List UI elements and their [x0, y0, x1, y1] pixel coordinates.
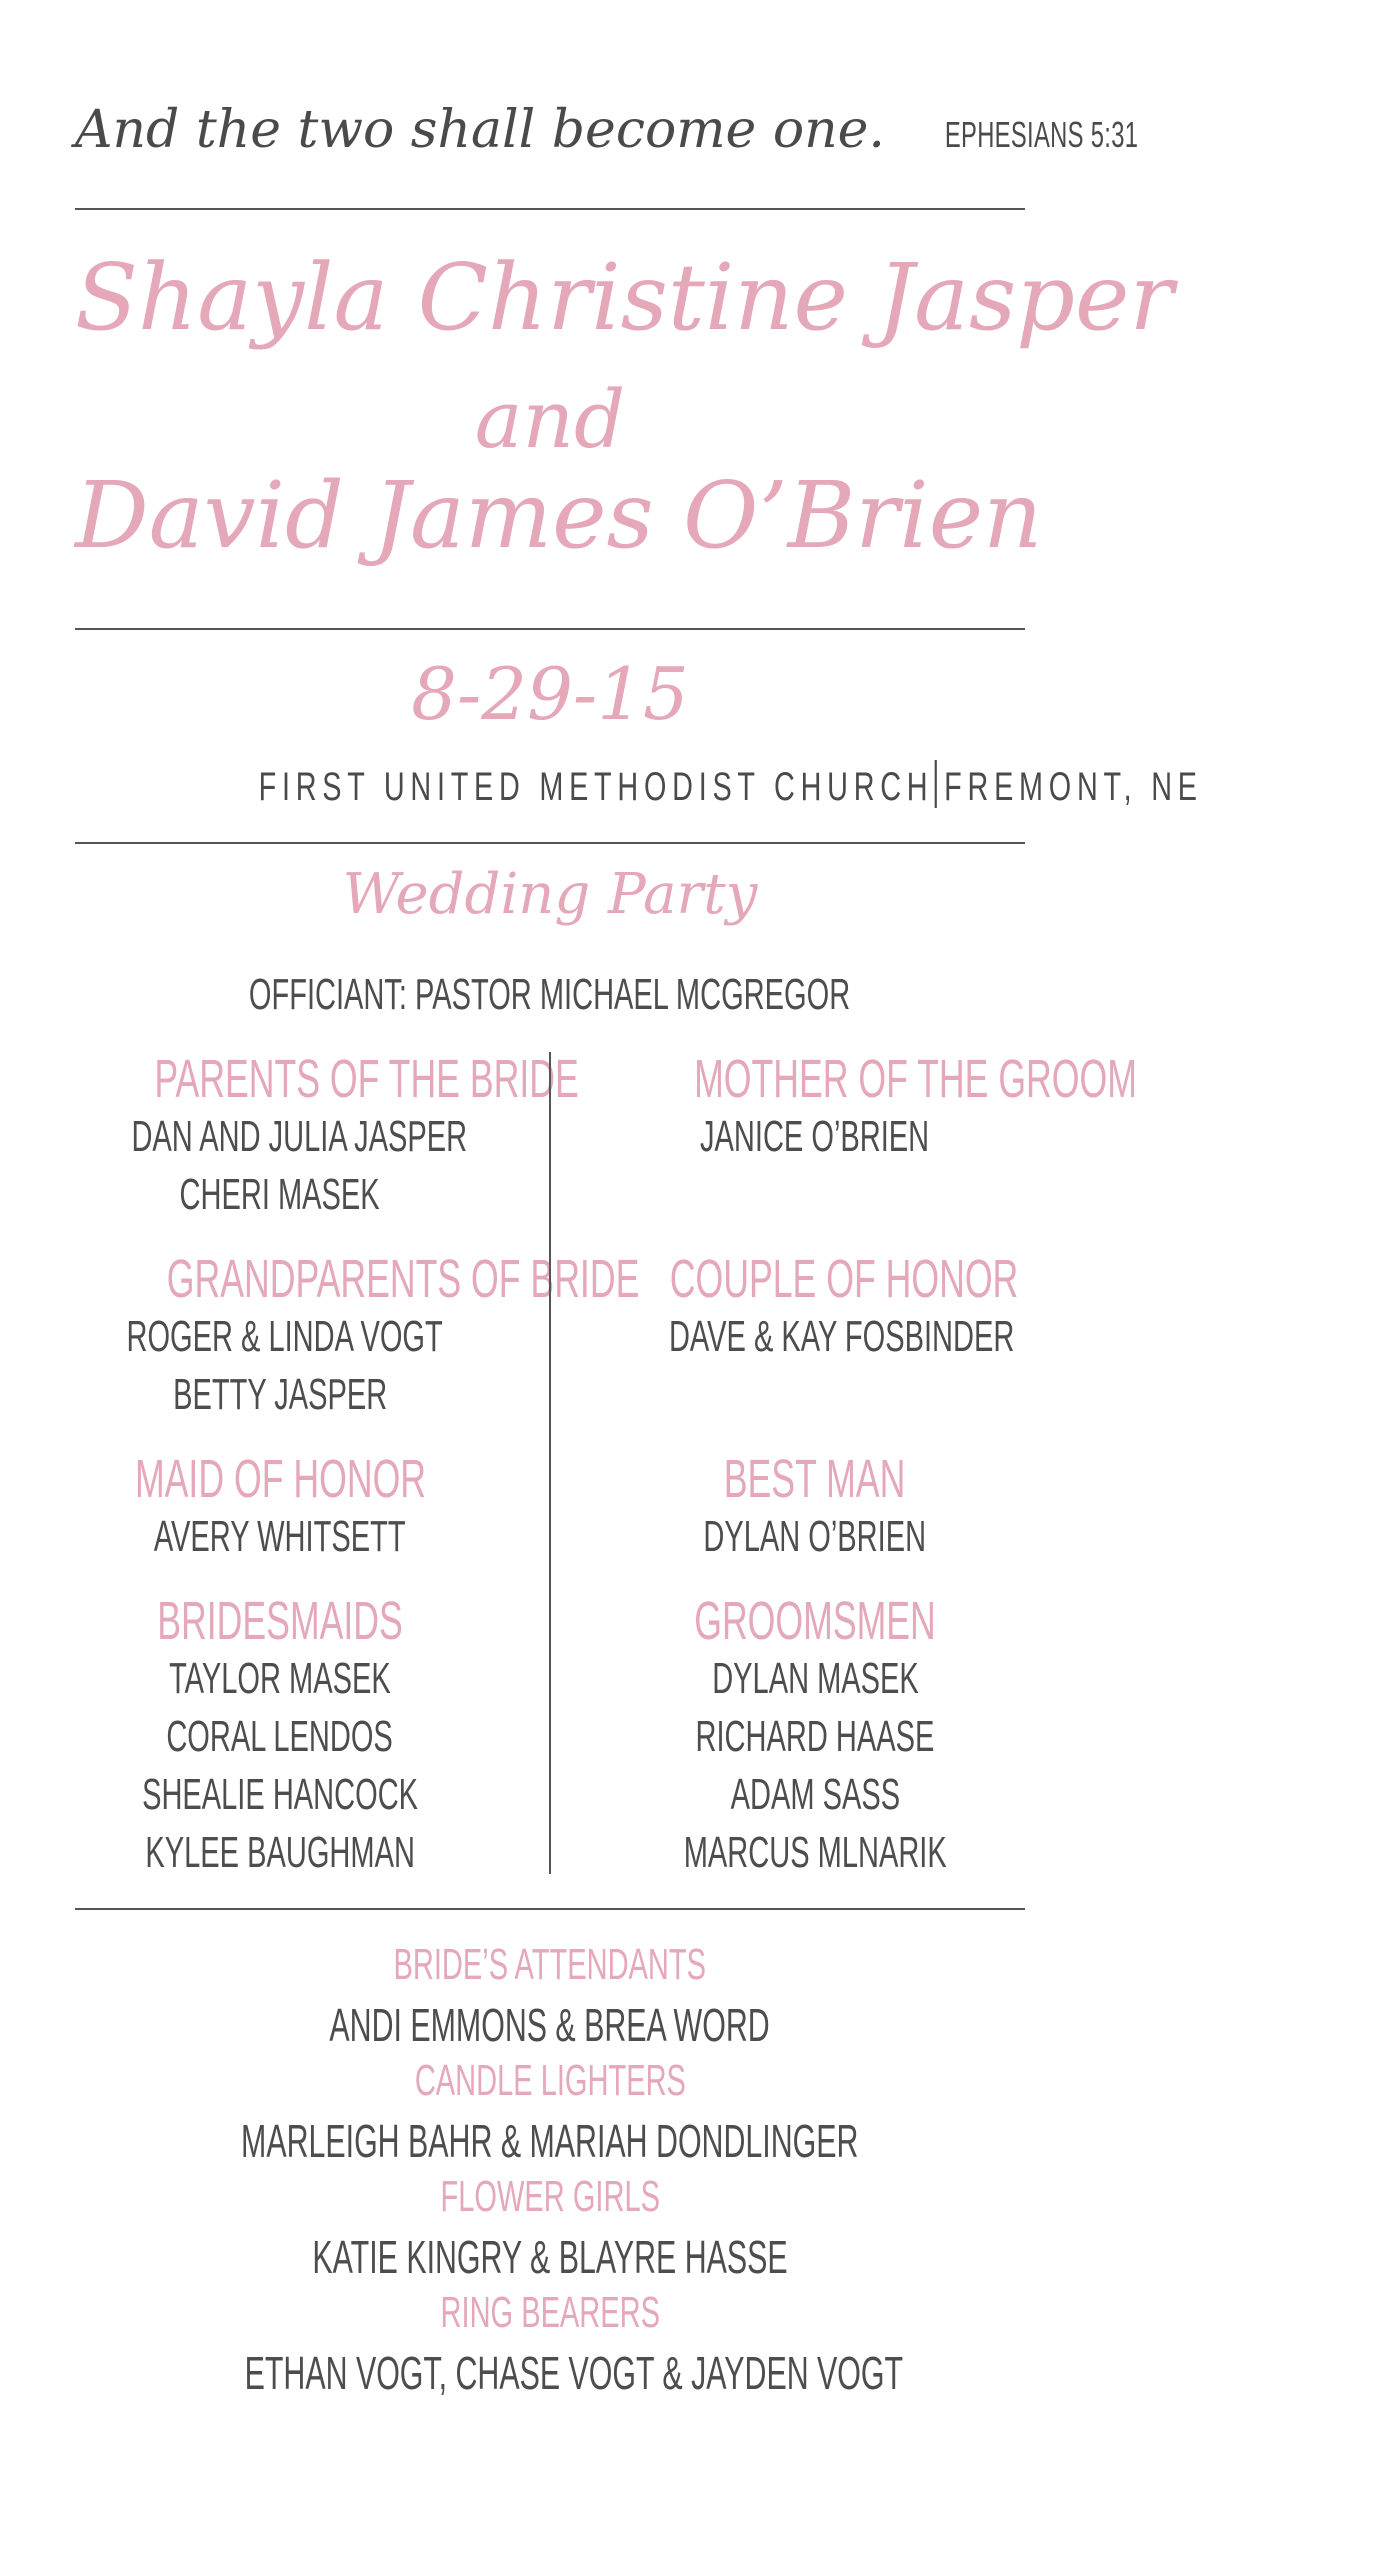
- attendants-names: KATIE KINGRY & BLAYRE HASSE: [312, 2231, 788, 2283]
- party-member: SHEALIE HANCOCK: [142, 1770, 418, 1819]
- party-member: AVERY WHITSETT: [154, 1512, 406, 1561]
- venue-church: FIRST UNITED METHODIST CHURCH: [258, 765, 934, 809]
- column-divider: [549, 1052, 551, 1874]
- venue-location: FREMONT, NE: [944, 765, 1203, 809]
- section-heading: MAID OF HONOR: [134, 1449, 426, 1509]
- bride-name: Shayla Christine Jasper: [75, 244, 1174, 351]
- section-heading: BEST MAN: [724, 1449, 906, 1509]
- venue-separator: [935, 760, 937, 808]
- venue-line: [75, 760, 1203, 810]
- attendants-heading: FLOWER GIRLS: [440, 2172, 660, 2221]
- attendants-names: MARLEIGH BAHR & MARIAH DONDLINGER: [241, 2115, 859, 2167]
- section-heading: GROOMSMEN: [694, 1591, 936, 1651]
- groom-side-column: [580, 1040, 1137, 1900]
- party-member: TAYLOR MASEK: [169, 1654, 391, 1703]
- section-heading: COUPLE OF HONOR: [669, 1249, 1019, 1309]
- wedding-party-title: Wedding Party: [342, 862, 758, 927]
- attendants-heading: RING BEARERS: [440, 2288, 660, 2337]
- verse-text: And the two shall become one.: [75, 100, 885, 160]
- section-heading: BRIDESMAIDS: [157, 1591, 403, 1651]
- wedding-date: 8-29-15: [411, 652, 689, 736]
- attendants-names: ANDI EMMONS & BREA WORD: [329, 1999, 771, 2051]
- party-member: RICHARD HAASE: [695, 1712, 935, 1761]
- divider-names: [75, 628, 1025, 630]
- attendants-names: ETHAN VOGT, CHASE VOGT & JAYDEN VOGT: [244, 2347, 904, 2399]
- officiant-text: OFFICIANT: PASTOR MICHAEL MCGREGOR: [249, 970, 851, 1019]
- party-member: CHERI MASEK: [179, 1170, 381, 1219]
- party-member: CORAL LENDOS: [166, 1712, 394, 1761]
- attendants-heading: BRIDE’S ATTENDANTS: [393, 1940, 707, 1989]
- section-heading: GRANDPARENTS OF BRIDE: [166, 1249, 640, 1309]
- divider-venue: [75, 842, 1025, 844]
- party-member: DYLAN MASEK: [711, 1654, 919, 1703]
- bride-side-column: [45, 1040, 640, 1900]
- officiant-line: [75, 970, 1025, 1020]
- conjunction: and: [474, 373, 626, 466]
- party-member: KYLEE BAUGHMAN: [145, 1828, 415, 1877]
- party-member: DAVE & KAY FOSBINDER: [668, 1312, 1015, 1361]
- party-member: MARCUS MLNARIK: [683, 1828, 947, 1877]
- party-member: DAN AND JULIA JASPER: [131, 1112, 468, 1161]
- party-member: JANICE O’BRIEN: [700, 1112, 930, 1161]
- scripture-verse: [75, 100, 1139, 190]
- party-member: ADAM SASS: [730, 1770, 900, 1819]
- attendants-heading: CANDLE LIGHTERS: [414, 2056, 686, 2105]
- section-heading: PARENTS OF THE BRIDE: [154, 1049, 579, 1109]
- section-heading: MOTHER OF THE GROOM: [694, 1049, 1137, 1109]
- divider-top: [75, 208, 1025, 210]
- verse-reference: EPHESIANS 5:31: [945, 114, 1139, 155]
- party-member: DYLAN O’BRIEN: [703, 1512, 927, 1561]
- party-member: ROGER & LINDA VOGT: [126, 1312, 443, 1361]
- party-member: BETTY JASPER: [172, 1370, 388, 1419]
- divider-party: [75, 1908, 1025, 1910]
- groom-name: David James O’Brien: [75, 462, 1043, 569]
